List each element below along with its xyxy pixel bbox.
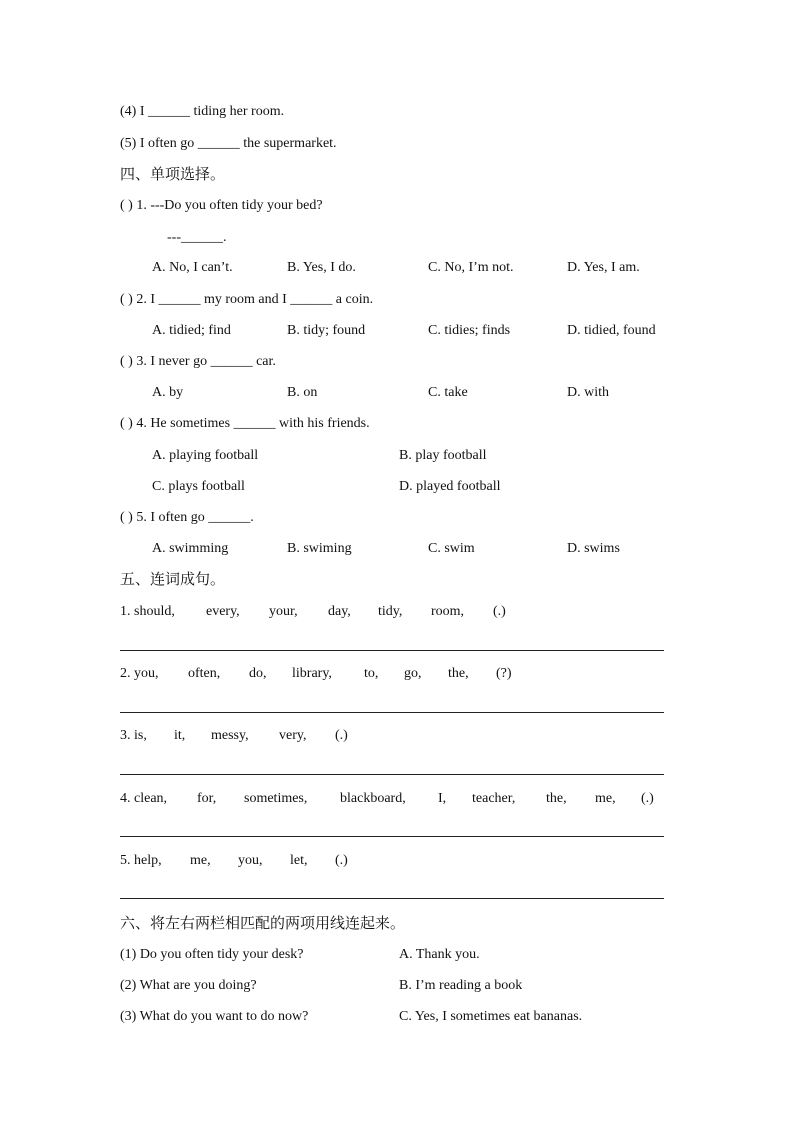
match-right-a: A. Thank you.	[399, 947, 480, 962]
s5-answer-line-2	[120, 712, 664, 713]
q2-option-b: B. tidy; found	[287, 323, 366, 338]
s5-item4-word: blackboard,	[340, 791, 406, 806]
s5-item4-word: I,	[438, 791, 447, 806]
s5-item5-word: you,	[238, 853, 263, 868]
s5-item1-word: tidy,	[378, 604, 403, 619]
q4-option-b: B. play football	[399, 448, 487, 463]
s5-item4-word: me,	[595, 791, 616, 806]
fill-blank-4: (4) I ______ tiding her room.	[120, 104, 285, 119]
match-left-1: (1) Do you often tidy your desk?	[120, 947, 304, 962]
s5-item3-word: 3. is,	[120, 728, 147, 743]
s5-item2-word: often,	[188, 666, 221, 681]
q2-option-a: A. tidied; find	[152, 323, 231, 338]
s5-item4-word: (.)	[641, 791, 654, 806]
q1-option-c: C. No, I’m not.	[428, 260, 514, 275]
s5-item1-word: your,	[269, 604, 298, 619]
q4-stem: ( ) 4. He sometimes ______ with his friends.	[120, 416, 370, 431]
s5-item2-word: library,	[292, 666, 332, 681]
s5-item1-word: (.)	[493, 604, 506, 619]
s5-item2-word: (?)	[496, 666, 512, 681]
match-left-3: (3) What do you want to do now?	[120, 1009, 309, 1024]
s5-item4-word: sometimes,	[244, 791, 308, 806]
q3-stem: ( ) 3. I never go ______ car.	[120, 354, 276, 369]
s5-item4-word: 4. clean,	[120, 791, 168, 806]
s5-item3-word: messy,	[211, 728, 249, 743]
q3-option-c: C. take	[428, 385, 468, 400]
q1-answer-line: ---______.	[167, 230, 227, 245]
match-right-c: C. Yes, I sometimes eat bananas.	[399, 1009, 583, 1024]
section-6-title: 六、将左右两栏相匹配的两项用线连起来。	[120, 914, 406, 932]
s5-item3-word: (.)	[335, 728, 348, 743]
q1-option-a: A. No, I can’t.	[152, 260, 233, 275]
q5-option-b: B. swiming	[287, 541, 352, 556]
q4-option-d: D. played football	[399, 479, 501, 494]
q5-option-d: D. swims	[567, 541, 620, 556]
s5-item4-word: teacher,	[472, 791, 516, 806]
s5-answer-line-4	[120, 836, 664, 837]
q4-option-c: C. plays football	[152, 479, 245, 494]
q1-option-d: D. Yes, I am.	[567, 260, 640, 275]
s5-item2-word: 2. you,	[120, 666, 159, 681]
s5-item1-word: room,	[431, 604, 465, 619]
s5-item1-word: 1. should,	[120, 604, 175, 619]
q5-option-c: C. swim	[428, 541, 475, 556]
s5-item2-word: go,	[404, 666, 422, 681]
s5-answer-line-5	[120, 898, 664, 899]
q5-stem: ( ) 5. I often go ______.	[120, 510, 254, 525]
s5-item5-word: 5. help,	[120, 853, 162, 868]
q5-option-a: A. swimming	[152, 541, 229, 556]
match-right-b: B. I’m reading a book	[399, 978, 523, 993]
s5-item1-word: every,	[206, 604, 240, 619]
s5-item4-word: the,	[546, 791, 567, 806]
s5-item5-word: me,	[190, 853, 211, 868]
fill-blank-5: (5) I often go ______ the supermarket.	[120, 136, 337, 151]
s5-item3-word: very,	[279, 728, 307, 743]
s5-item4-word: for,	[197, 791, 217, 806]
s5-item5-word: (.)	[335, 853, 348, 868]
s5-item3-word: it,	[174, 728, 186, 743]
q1-stem: ( ) 1. ---Do you often tidy your bed?	[120, 198, 323, 213]
s5-item2-word: to,	[364, 666, 379, 681]
q2-option-c: C. tidies; finds	[428, 323, 511, 338]
q2-stem: ( ) 2. I ______ my room and I ______ a coin.	[120, 292, 374, 307]
q3-option-b: B. on	[287, 385, 318, 400]
s5-item5-word: let,	[290, 853, 308, 868]
s5-answer-line-1	[120, 650, 664, 651]
section-5-title: 五、连词成句。	[120, 570, 226, 588]
section-4-title: 四、单项选择。	[120, 165, 226, 183]
q3-option-a: A. by	[152, 385, 184, 400]
q1-option-b: B. Yes, I do.	[287, 260, 356, 275]
s5-item2-word: the,	[448, 666, 469, 681]
s5-answer-line-3	[120, 774, 664, 775]
s5-item2-word: do,	[249, 666, 267, 681]
match-left-2: (2) What are you doing?	[120, 978, 257, 993]
q4-option-a: A. playing football	[152, 448, 259, 463]
s5-item1-word: day,	[328, 604, 351, 619]
q2-option-d: D. tidied, found	[567, 323, 656, 338]
q3-option-d: D. with	[567, 385, 609, 400]
